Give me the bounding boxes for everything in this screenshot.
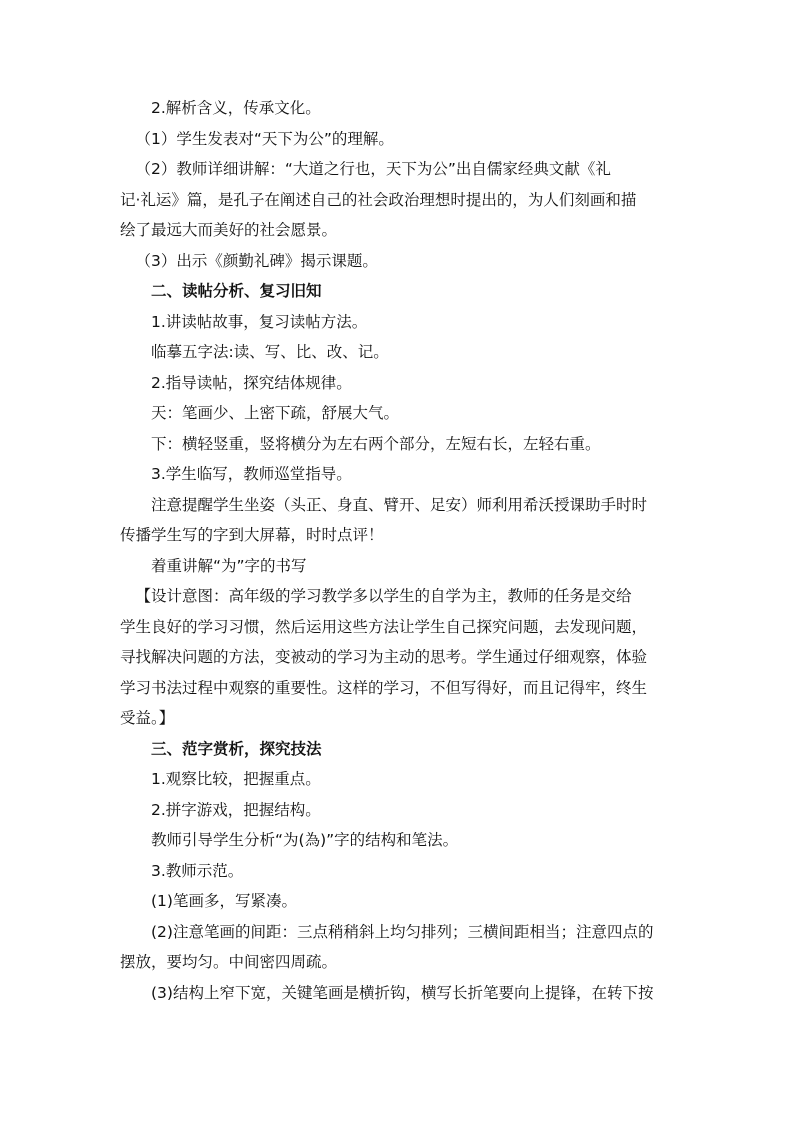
paragraph-line: 2.指导读帖，探究结体规律。 — [151, 373, 352, 392]
paragraph-line: （1）学生发表对“天下为公”的理解。 — [135, 129, 394, 148]
paragraph-line: 传播学生写的字到大屏幕，时时点评！ — [120, 526, 384, 544]
paragraph-line: 1.观察比较，把握重点。 — [151, 770, 321, 788]
paragraph-line: （3）出示《颜勤礼碑》揭示课题。 — [135, 251, 378, 270]
paragraph-line: 下：横轻竖重，竖将横分为左右两个部分，左短右长，左轻右重。 — [151, 434, 601, 453]
paragraph-line: 2.拼字游戏，把握结构。 — [151, 800, 321, 819]
paragraph-line: (2)注意笔画的间距：三点稍稍斜上均匀排列；三横间距相当；注意四点的 — [151, 922, 654, 941]
paragraph-line: 注意提醒学生坐姿（头正、身直、臂开、足安）师利用希沃授课助手时时 — [151, 495, 648, 514]
paragraph-line: 记·礼运》篇，是孔子在阐述自己的社会政治理想时提出的，为人们刻画和描 — [120, 190, 637, 209]
paragraph-line: 着重讲解“为”字的书写 — [151, 556, 307, 575]
paragraph-line: 天：笔画少、上密下疏，舒展大气。 — [151, 404, 400, 422]
paragraph-line: 学习书法过程中观察的重要性。这样的学习，不但写得好，而且记得牢，终生 — [120, 678, 648, 697]
paragraph-line: （2）教师详细讲解：“大道之行也，天下为公”出自儒家经典文献《礼 — [135, 160, 611, 178]
paragraph-line: 1.讲读帖故事，复习读帖方法。 — [151, 312, 368, 331]
paragraph-line: 教师引导学生分析“为(為)”字的结构和笔法。 — [151, 831, 459, 849]
paragraph-line: 绘了最远大而美好的社会愿景。 — [120, 221, 338, 239]
paragraph-line: 受益。】 — [120, 709, 175, 727]
paragraph-line: (3)结构上窄下宽，关键笔画是横折钩，横写长折笔要向上提锋，在转下按 — [151, 983, 654, 1002]
paragraph-line: 临摹五字法:读、写、比、改、记。 — [151, 343, 389, 361]
paragraph-line: (1)笔画多，写紧凑。 — [151, 892, 297, 910]
paragraph-line: 【设计意图：高年级的学习教学多以学生的自学为主，教师的任务是交给 — [135, 587, 632, 605]
paragraph-line: 2.解析含义，传承文化。 — [151, 99, 321, 117]
document-body — [120, 93, 680, 1008]
paragraph-line: 学生良好的学习习惯，然后运用这些方法让学生自己探究问题，去发现问题， — [120, 617, 648, 636]
paragraph-line: 寻找解决问题的方法，变被动的学习为主动的思考。学生通过仔细观察，体验 — [120, 648, 648, 666]
paragraph-line: 3.教师示范。 — [151, 861, 244, 880]
paragraph-line: 3.学生临写，教师巡堂指导。 — [151, 465, 352, 483]
section-heading: 二、读帖分析、复习旧知 — [151, 282, 322, 300]
section-heading: 三、范字赏析，探究技法 — [151, 739, 322, 758]
paragraph-line: 摆放，要均匀。中间密四周疏。 — [120, 953, 338, 971]
